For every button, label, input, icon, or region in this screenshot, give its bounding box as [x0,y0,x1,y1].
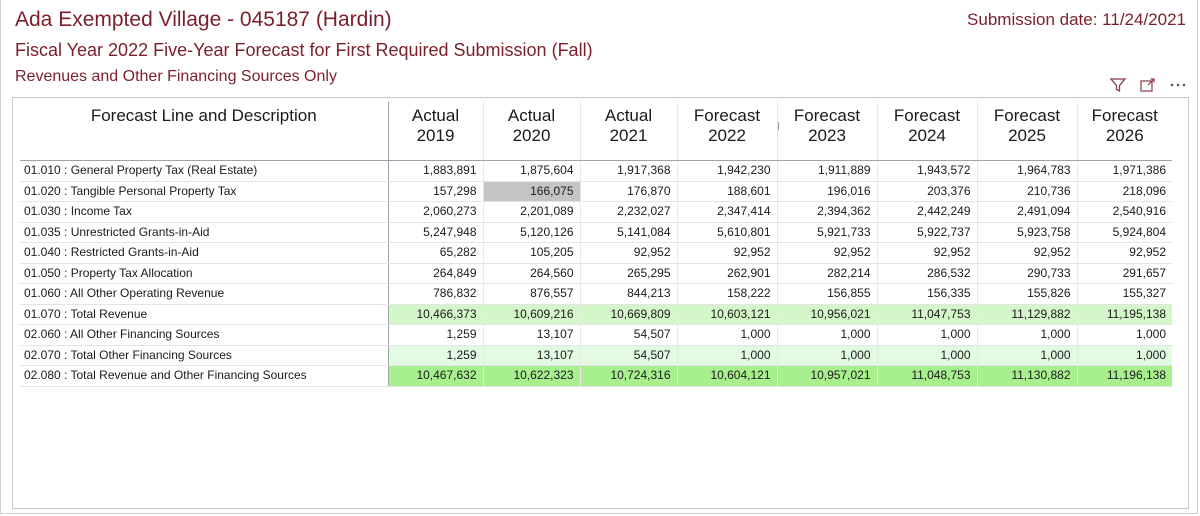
table-cell[interactable]: 2,442,249 [877,202,977,223]
table-cell[interactable]: 156,855 [777,284,877,305]
column-header-year: 2023 [808,126,846,145]
row-description[interactable]: 01.070 : Total Revenue [20,304,388,325]
column-header-year: 2021 [609,126,648,145]
table-cell[interactable]: 876,557 [483,284,580,305]
table-cell[interactable]: 2,540,916 [1077,202,1172,223]
table-cell[interactable]: 1,000 [877,345,977,366]
more-options-icon[interactable] [1168,76,1188,94]
table-cell[interactable]: 1,000 [1077,345,1172,366]
table-cell[interactable]: 1,000 [677,345,777,366]
table-cell[interactable]: 5,921,733 [777,222,877,243]
table-header-row [20,102,1172,161]
table-cell[interactable]: 1,883,891 [388,161,483,182]
table-cell[interactable]: 188,601 [677,181,777,202]
table-cell[interactable]: 10,956,021 [777,304,877,325]
report-section-label: Revenues and Other Financing Sources Only [15,68,337,85]
column-header-year: 2019 [416,126,455,145]
column-header-kind: Actual [604,106,653,125]
table-row[interactable] [20,263,1172,284]
table-cell[interactable]: 282,214 [777,263,877,284]
column-header-kind: Actual [507,106,556,125]
filter-icon[interactable] [1108,76,1128,94]
table-cell[interactable]: 286,532 [877,263,977,284]
visual-toolbar [1108,76,1188,94]
table-cell[interactable]: 92,952 [1077,243,1172,264]
table-cell[interactable]: 5,610,801 [677,222,777,243]
table-cell[interactable]: 156,335 [877,284,977,305]
row-description[interactable]: 01.030 : Income Tax [20,202,388,223]
table-cell[interactable]: 13,107 [483,325,580,346]
table-cell[interactable]: 54,507 [580,345,677,366]
table-cell[interactable]: 92,952 [977,243,1077,264]
column-header-1[interactable] [483,102,580,161]
column-header-5[interactable] [877,102,977,161]
column-header-4[interactable] [777,102,877,161]
table-cell[interactable]: 10,603,121 [677,304,777,325]
column-header-0[interactable] [388,102,483,161]
table-cell[interactable]: 1,911,889 [777,161,877,182]
row-description[interactable]: 01.010 : General Property Tax (Real Estate) [20,161,388,182]
column-header-3[interactable] [677,102,777,161]
row-description[interactable]: 01.050 : Property Tax Allocation [20,263,388,284]
column-header-2[interactable] [580,102,677,161]
table-cell[interactable]: 2,491,094 [977,202,1077,223]
table-cell[interactable]: 1,000 [877,325,977,346]
table-cell[interactable]: 176,870 [580,181,677,202]
table-cell[interactable]: 1,259 [388,325,483,346]
row-description[interactable]: 01.060 : All Other Operating Revenue [20,284,388,305]
table-cell[interactable]: 1,942,230 [677,161,777,182]
row-description[interactable]: 02.070 : Total Other Financing Sources [20,345,388,366]
row-description[interactable]: 01.035 : Unrestricted Grants-in-Aid [20,222,388,243]
table-cell[interactable]: 5,922,737 [877,222,977,243]
table-cell[interactable]: 264,849 [388,263,483,284]
table-cell[interactable]: 11,048,753 [877,366,977,387]
column-header-year: 2022 [708,126,746,145]
forecast-table-visual [12,97,1189,509]
column-header-kind: Actual [411,106,460,125]
table-cell[interactable]: 265,295 [580,263,677,284]
table-cell[interactable]: 1,259 [388,345,483,366]
table-cell[interactable]: 158,222 [677,284,777,305]
table-cell[interactable]: 92,952 [677,243,777,264]
table-cell[interactable]: 92,952 [777,243,877,264]
column-header-kind: Forecast [893,106,961,125]
submission-date: Submission date: 11/24/2021 [967,10,1186,29]
table-cell[interactable]: 10,957,021 [777,366,877,387]
table-cell[interactable]: 1,000 [1077,325,1172,346]
table-cell[interactable]: 105,205 [483,243,580,264]
table-cell[interactable]: 10,669,809 [580,304,677,325]
table-cell[interactable]: 10,609,216 [483,304,580,325]
column-header-label: Forecast Line and Description [90,106,317,125]
table-cell[interactable]: 1,000 [977,325,1077,346]
column-resize-handle[interactable] [778,122,779,130]
column-header-year: 2024 [908,126,946,145]
table-cell[interactable]: 210,736 [977,181,1077,202]
table-cell[interactable]: 54,507 [580,325,677,346]
table-row[interactable] [20,366,1172,387]
table-cell[interactable]: 2,060,273 [388,202,483,223]
table-cell[interactable]: 10,466,373 [388,304,483,325]
table-cell[interactable]: 196,016 [777,181,877,202]
table-cell[interactable]: 2,347,414 [677,202,777,223]
table-cell[interactable]: 844,213 [580,284,677,305]
table-cell[interactable]: 5,120,126 [483,222,580,243]
table-cell[interactable]: 203,376 [877,181,977,202]
report-subtitle: Fiscal Year 2022 Five-Year Forecast for First Required Submission (Fall) [15,40,593,60]
table-cell[interactable]: 10,604,121 [677,366,777,387]
table-cell[interactable]: 1,000 [777,325,877,346]
table-cell[interactable]: 2,394,362 [777,202,877,223]
table-row[interactable] [20,202,1172,223]
table-row[interactable] [20,222,1172,243]
table-row[interactable] [20,181,1172,202]
table-cell[interactable]: 2,232,027 [580,202,677,223]
table-cell[interactable]: 1,943,572 [877,161,977,182]
table-cell[interactable]: 218,096 [1077,181,1172,202]
forecast-table [20,102,1172,387]
table-cell[interactable]: 155,327 [1077,284,1172,305]
table-cell[interactable]: 1,917,368 [580,161,677,182]
table-row[interactable] [20,284,1172,305]
table-cell[interactable]: 1,875,604 [483,161,580,182]
table-cell[interactable]: 2,201,089 [483,202,580,223]
column-header-kind: Forecast [993,106,1061,125]
column-header-kind: Forecast [793,106,861,125]
table-cell[interactable]: 166,075 [483,181,580,202]
table-row[interactable] [20,161,1172,182]
table-cell[interactable]: 5,141,084 [580,222,677,243]
row-description[interactable]: 02.080 : Total Revenue and Other Financing Sources [20,366,388,387]
row-description[interactable]: 02.060 : All Other Financing Sources [20,325,388,346]
report-title: Ada Exempted Village - 045187 (Hardin) [15,8,392,31]
table-cell[interactable]: 11,195,138 [1077,304,1172,325]
column-header-6[interactable] [977,102,1077,161]
table-cell[interactable]: 290,733 [977,263,1077,284]
table-cell[interactable]: 11,130,882 [977,366,1077,387]
column-header-kind: Forecast [693,106,761,125]
table-cell[interactable]: 5,924,804 [1077,222,1172,243]
table-cell[interactable]: 92,952 [877,243,977,264]
table-cell[interactable]: 1,000 [677,325,777,346]
table-cell[interactable]: 65,282 [388,243,483,264]
table-cell[interactable]: 10,622,323 [483,366,580,387]
table-cell[interactable]: 291,657 [1077,263,1172,284]
table-cell[interactable]: 155,826 [977,284,1077,305]
table-cell[interactable]: 1,000 [777,345,877,366]
table-body [20,161,1172,387]
table-cell[interactable]: 157,298 [388,181,483,202]
row-description[interactable]: 01.040 : Restricted Grants-in-Aid [20,243,388,264]
table-cell[interactable]: 1,971,386 [1077,161,1172,182]
table-cell[interactable]: 1,964,783 [977,161,1077,182]
column-header-kind: Forecast [1091,106,1158,125]
table-cell[interactable]: 92,952 [580,243,677,264]
table-cell[interactable]: 5,923,758 [977,222,1077,243]
focus-mode-icon[interactable] [1138,76,1158,94]
table-cell[interactable]: 11,047,753 [877,304,977,325]
table-row[interactable] [20,304,1172,325]
table-cell[interactable]: 1,000 [977,345,1077,366]
table-row[interactable] [20,345,1172,366]
column-header-7[interactable] [1077,102,1172,161]
column-header-year: 2025 [1008,126,1046,145]
table-cell[interactable]: 264,560 [483,263,580,284]
table-row[interactable] [20,243,1172,264]
table-cell[interactable]: 262,901 [677,263,777,284]
table-cell[interactable]: 10,467,632 [388,366,483,387]
table-cell[interactable]: 11,196,138 [1077,366,1172,387]
table-cell[interactable]: 786,832 [388,284,483,305]
table-cell[interactable]: 11,129,882 [977,304,1077,325]
column-header-year: 2026 [1105,126,1144,145]
row-description[interactable]: 01.020 : Tangible Personal Property Tax [20,181,388,202]
table-cell[interactable]: 10,724,316 [580,366,677,387]
column-header-year: 2020 [512,126,551,145]
table-cell[interactable]: 13,107 [483,345,580,366]
column-header-description[interactable] [20,102,388,161]
table-row[interactable] [20,325,1172,346]
table-cell[interactable]: 5,247,948 [388,222,483,243]
